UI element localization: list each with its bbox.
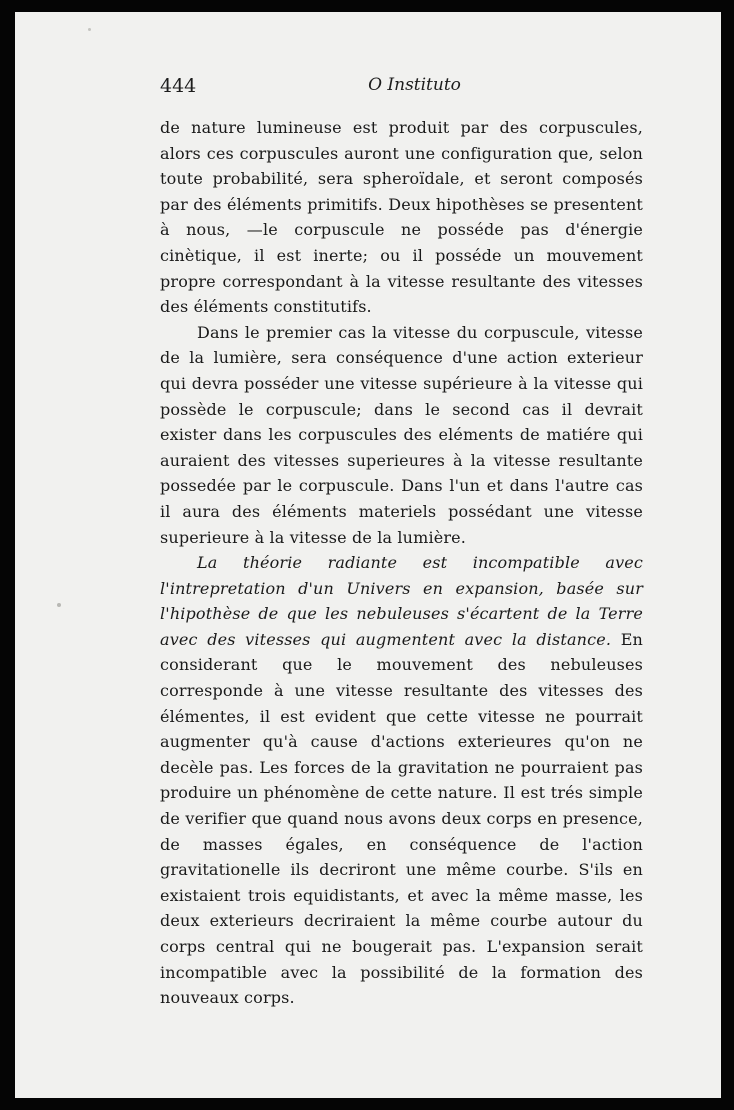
paragraph-1: de nature lumineuse est produit par des corpuscules, alors ces corpuscules auront une configuration que, selon toute probabilité, sera spheroïdale, et seront composés par des éléments primitifs. Deux hipothèses se presentent à nous, —le corpuscule ne posséde pas d'énergie cinètique, il est inerte; ou il posséde un mouvement propre correspondant à la vitesse resultante des vitesses des éléments constitutifs. <box>160 118 643 317</box>
book-page <box>15 12 721 1098</box>
paragraph-3-body: En considerant que le mouvement des nebuleuses corresponde à une vitesse resultante des vitesses des élémentes, il est evident que cette vitesse ne pourrait augmenter qu'à cause d'actions exterieures qu'on ne decèle pas. Les forces de la gravitation ne pourraient pas produire un phénomène de cette nature. Il est trés simple de verifier que quand nous avons deux corps en presence, de masses égales, en conséquence de l'action gravitationelle ils decriront une même courbe. S'ils en existaient trois equidistants, et avec la même masse, les deux exterieurs decriraient la même courbe autour du corps central qui ne bougerait pas. L'expansion serait incompatible avec la possibilité de la formation des nouveaux corps. <box>160 629 643 1008</box>
paragraph-2: Dans le premier cas la vitesse du corpuscule, vitesse de la lumière, sera conséquence d'une action exterieur qui devra posséder une vitesse supérieure à la vitesse qui possède le corpuscule; dans le second cas il devrait exister dans les corpuscules des eléments de matiére qui auraient des vitesses superieures à la vitesse resultante possedée par le corpuscule. Dans l'un et dans l'autre cas il aura des éléments materiels possédant une vitesse superieure à la vitesse de la lumière. <box>160 322 643 547</box>
page-header <box>15 12 721 112</box>
paragraph-3-italic-lead: La théorie radiante est incompatible avec l'intrepretation d'un Univers en expansion, basée sur l'hipothèse de que les nebuleuses s'écartent de la Terre avec des vitesses qui augmentent avec la distance. <box>160 553 643 649</box>
running-title: O Instituto <box>368 75 461 95</box>
paragraph-3 <box>160 550 643 1011</box>
paper-speck <box>57 603 61 607</box>
body-text <box>160 115 643 1011</box>
page-number: 444 <box>160 75 197 97</box>
